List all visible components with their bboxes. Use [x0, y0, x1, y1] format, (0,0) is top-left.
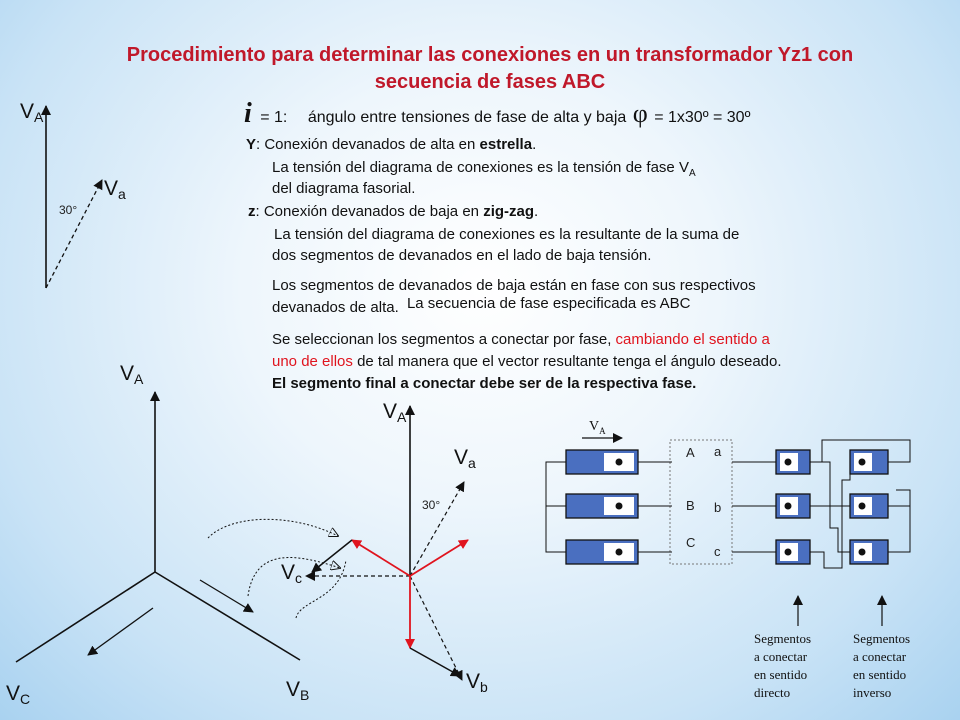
low-segment-direct-c — [776, 540, 810, 564]
z-text: : Conexión devanados de baja en — [255, 203, 484, 220]
small-va-low-label: $V_a$ — [104, 177, 126, 202]
dotted-link-a — [208, 519, 338, 538]
y-end: . — [532, 136, 537, 153]
title-line-1: Procedimiento para determinar las conexiones en un transformador Yz1 con — [126, 44, 854, 66]
star-phasor-diagram — [16, 392, 346, 662]
terminal-c-label: c — [714, 544, 721, 559]
terminal-a-label: a — [714, 444, 722, 459]
zz-va-label: $V_A$ — [383, 400, 407, 425]
zz-black-segment-1 — [312, 540, 352, 572]
small-phasor-diagram — [46, 106, 102, 288]
zz-black-segment-2 — [410, 648, 460, 676]
caption-direct: Segmentos a conectar en sentido directo — [754, 631, 812, 700]
high-winding-b — [566, 494, 638, 518]
low-segment-direct-b — [776, 494, 810, 518]
z-emph: zig-zag — [483, 203, 535, 220]
star-vb-label: $V_B$ — [286, 678, 310, 703]
low-segment-inverse-c — [850, 540, 888, 564]
low-segment-inverse-a — [850, 450, 888, 474]
conn-va-label: $V_A$ — [589, 419, 606, 436]
ratio-symbol: i — [244, 98, 252, 129]
terminal-C-label: C — [686, 535, 696, 550]
star-vb-parallel-arrow — [200, 580, 253, 612]
high-winding-a — [566, 450, 638, 474]
zz-va-resultant — [410, 482, 464, 576]
star-vc-vector — [16, 572, 155, 662]
small-va-low-vector — [46, 180, 102, 288]
ratio-angle: = 1x30º = 30º — [654, 109, 751, 126]
zz-vb-resultant — [410, 576, 462, 680]
z-segments-line: dos segmentos de devanados en el lado de baja tensión. — [272, 247, 652, 264]
phi-symbol: φ — [632, 99, 648, 128]
select-line-1b: cambiando el sentido a — [615, 331, 770, 348]
y-phasor-line: del diagrama fasorial. — [272, 180, 416, 197]
z-end: . — [534, 203, 539, 220]
ratio-description: ángulo entre tensiones de fase de alta y baja — [307, 109, 627, 126]
terminal-A-label: A — [686, 445, 695, 460]
segments-line-1: Los segmentos de devanados de baja están en fase con sus respectivos — [272, 277, 756, 294]
high-winding-c — [566, 540, 638, 564]
zz-red-segment-2 — [410, 540, 468, 576]
z-voltage-line: La tensión del diagrama de conexiones es la resultante de la suma de — [274, 226, 740, 243]
small-va-label: $V_A$ — [20, 100, 44, 125]
y-text: : Conexión devanados de alta en — [256, 136, 480, 153]
select-line-3: El segmento final a conectar debe ser de la respectiva fase. — [272, 375, 697, 392]
z-label: z — [248, 203, 256, 220]
star-va-label: $V_A$ — [120, 362, 144, 387]
select-line-2a: uno de ellos — [272, 353, 353, 370]
select-line-1a: Se seleccionan los segmentos a conectar por fase, — [272, 331, 616, 348]
zigzag-phasor-diagram — [306, 406, 468, 680]
y-label: Y — [246, 136, 257, 153]
terminal-box — [670, 440, 732, 564]
zz-va-low-label: $V_a$ — [454, 446, 476, 471]
title-line-2: secuencia de fases ABC — [374, 71, 606, 93]
dotted-link-c — [296, 560, 346, 618]
zz-angle-label: 30° — [422, 498, 441, 512]
terminal-b-label: b — [714, 500, 722, 515]
zz-red-segment-1 — [352, 540, 410, 576]
select-line-2b: de tal manera que el vector resultante tenga el ángulo deseado. — [352, 353, 782, 370]
zz-vb-label: $V_b$ — [466, 670, 488, 695]
star-vb-vector — [155, 572, 300, 660]
terminal-B-label: B — [686, 498, 695, 513]
y-voltage-sub: A — [688, 168, 696, 179]
segments-line-2a: devanados de alta. — [272, 299, 399, 316]
caption-inverse: Segmentos a conectar en sentido inverso — [853, 631, 911, 700]
high-neutral-wire — [546, 462, 566, 552]
sequence-text: La secuencia de fase especificada es ABC — [406, 295, 691, 312]
zz-vc-label: $V_c$ — [281, 561, 303, 586]
connection-diagram — [546, 438, 910, 626]
star-vc-parallel-arrow — [88, 608, 153, 655]
star-vc-label: $V_C$ — [6, 682, 31, 707]
ratio-value: = 1: — [260, 109, 288, 126]
y-emph: estrella — [479, 136, 533, 153]
low-segment-inverse-b — [850, 494, 888, 518]
low-segment-direct-a — [776, 450, 810, 474]
y-voltage-text: La tensión del diagrama de conexiones es la tensión de fase V — [272, 159, 689, 176]
small-angle-label: 30° — [59, 203, 78, 217]
